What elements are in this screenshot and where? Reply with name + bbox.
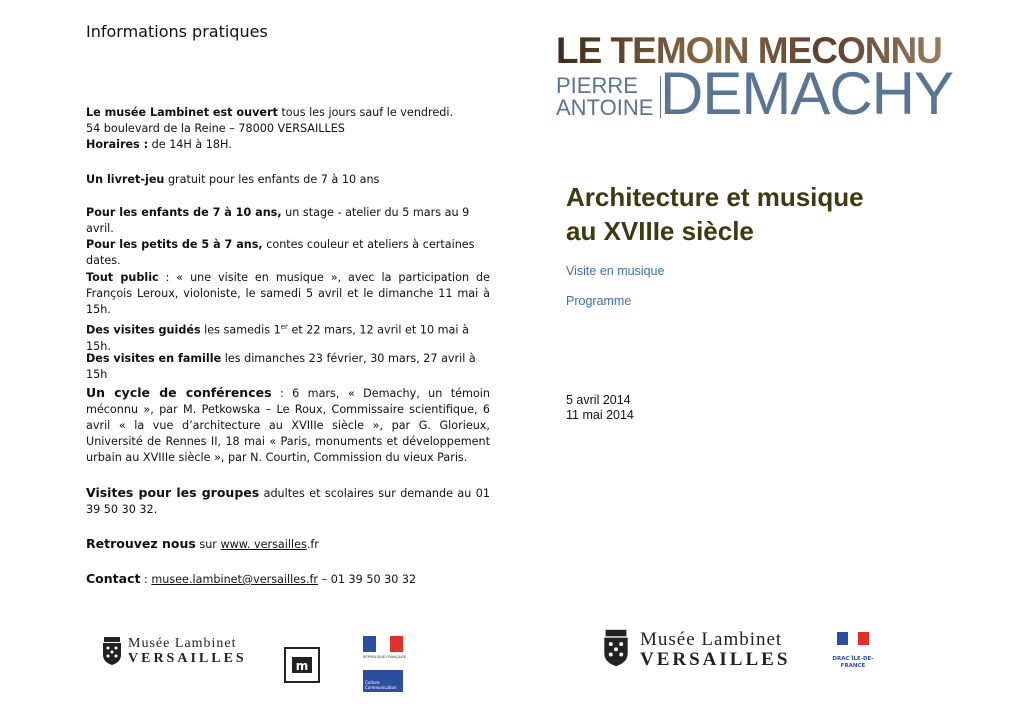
livret-info — [86, 172, 490, 188]
musee-logo-line1: Musée Lambinet — [128, 636, 237, 651]
versailles-shield-icon-right — [603, 629, 629, 667]
hours-label: Horaires : — [86, 138, 149, 151]
retrouvez-text-b: .fr — [306, 538, 319, 551]
visite-musique-link[interactable]: Visite en musique — [566, 264, 665, 278]
livret-text: gratuit pour les enfants de 7 à 10 ans — [164, 173, 380, 186]
retrouvez-info — [86, 536, 490, 553]
opening-info — [86, 105, 490, 121]
tout-public-info — [86, 270, 490, 318]
hours-text: de 14H à 18H. — [148, 138, 232, 151]
livret-label: Un livret-jeu — [86, 173, 165, 186]
drac-text: DRAC ÎLE-DE-FRANCE — [832, 656, 874, 669]
contact-info — [86, 571, 490, 588]
conferences-label: Un cycle de conférences — [86, 385, 272, 400]
tout-public-text: : « une visite en musique », avec la participation de François Leroux, violoniste, le samedi 5 avril et le dimanche 11 mai à 15h. — [86, 271, 490, 316]
address: 54 boulevard de la Reine – 78000 VERSAILLES — [86, 122, 345, 135]
stage-label: Pour les enfants de 7 à 10 ans, — [86, 206, 282, 219]
opening-text: tous les jours sauf le vendredi. — [277, 106, 454, 119]
visites-guidees-info — [86, 319, 490, 355]
contact-phone: – 01 39 50 30 32 — [318, 573, 417, 586]
svg-text:m: m — [295, 659, 309, 673]
date-1: 5 avril 2014 — [566, 393, 631, 407]
email-link[interactable]: musee.lambinet@versailles.fr — [151, 573, 319, 586]
musee-logo-left — [128, 637, 247, 667]
hours — [86, 137, 490, 153]
contes-text: contes couleur et ateliers à certaines dates. — [86, 238, 475, 267]
event-dates — [566, 393, 634, 423]
stage-info — [86, 205, 490, 237]
conferences-text: : 6 mars, « Demachy, un témoin méconnu », par M. Petkowska – Le Roux, Commissaire scientifique, 6 avril « la vue d’architecture au XVIIIe siècle », par G. Glorieux, Université de Rennes II, 18 mai « Paris, monuments et développement urbain au XVIIIe siècle », par N. Courtin, Commission du vieux Paris. — [86, 387, 490, 464]
contact-label: Contact — [86, 571, 141, 586]
artist-pierre: PIERRE — [556, 73, 638, 98]
page-heading: Informations pratiques — [86, 22, 268, 41]
website-link[interactable]: www. versailles — [220, 538, 307, 551]
artist-lastname: DEMACHY — [660, 60, 954, 127]
musee-logo-line2: VERSAILLES — [128, 651, 247, 666]
musee-logo-right-line1: Musée Lambinet — [640, 629, 783, 650]
visites-guidees-label: Des visites guidés — [86, 323, 201, 337]
tout-public-label: Tout public — [86, 271, 159, 284]
groupes-info — [86, 485, 490, 518]
versailles-shield-icon — [102, 637, 122, 665]
groupes-text: adultes et scolaires sur demande au 01 39 50 30 32. — [86, 487, 490, 516]
visites-guidees-text-a: les samedis 1 — [200, 323, 281, 337]
contes-info — [86, 237, 490, 269]
conferences-info — [86, 385, 490, 466]
programme-link[interactable]: Programme — [566, 294, 632, 308]
museum-m-icon — [284, 647, 320, 683]
artist-firstnames — [556, 75, 653, 119]
drac-flag-icon — [837, 632, 869, 645]
visites-guidees-text-b: et 22 mars, 12 avril et 10 mai à 15h. — [86, 323, 469, 353]
opening-label: Le musée Lambinet est ouvert — [86, 106, 278, 119]
title-line2: au XVIIIe siècle — [566, 216, 754, 246]
culture-logo — [363, 670, 403, 692]
stage-text: un stage - atelier du 5 mars au 9 avril. — [86, 206, 470, 235]
visites-famille-text: les dimanches 23 février, 30 mars, 27 avril à 15h — [86, 352, 476, 381]
musee-logo-right-line2: VERSAILLES — [640, 649, 791, 670]
artist-antoine: ANTOINE — [556, 95, 654, 120]
republique-francaise-flag-icon — [363, 636, 403, 652]
date-2: 11 mai 2014 — [566, 408, 634, 422]
visites-famille-info — [86, 351, 490, 383]
contes-label: Pour les petits de 5 à 7 ans, — [86, 238, 263, 251]
groupes-label: Visites pour les groupes — [86, 485, 260, 500]
musee-logo-right — [640, 630, 790, 671]
republique-francaise-text: RÉPUBLIQUE FRANÇAISE — [363, 655, 406, 659]
contact-text-a: : — [140, 573, 152, 586]
retrouvez-text-a: sur — [195, 538, 221, 551]
culture-logo-text: Culture Communication — [365, 680, 397, 690]
exhibition-title: LE TEMOIN MECONNU — [556, 30, 942, 71]
title-line1: Architecture et musique — [566, 182, 864, 212]
visites-famille-label: Des visites en famille — [86, 352, 222, 365]
superscript-er: er — [280, 323, 288, 331]
retrouvez-label: Retrouvez nous — [86, 536, 196, 551]
info-block — [86, 105, 490, 153]
page-title — [566, 180, 864, 248]
